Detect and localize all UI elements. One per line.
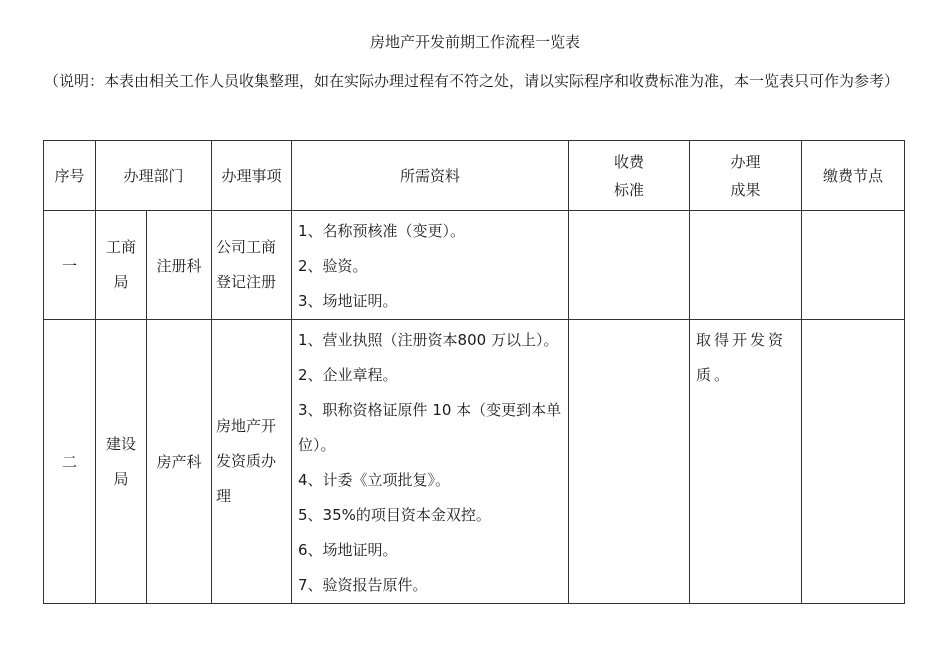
table-row (44, 320, 905, 604)
row-dept-line2: 局 (113, 469, 129, 488)
row-result: 取得开发资质。 (690, 320, 802, 604)
row-matter (212, 211, 292, 320)
table-header-row (44, 141, 905, 211)
document-note: （说明：本表由相关工作人员收集整理，如在实际办理过程有不符之处，请以实际程序和收费标准为准，本一览表只可作为参考） (44, 72, 900, 90)
header-fee-line1: 收费 (614, 152, 645, 171)
material-item: 1、名称预核准（变更）。 (298, 222, 466, 240)
row-dept (96, 211, 147, 320)
row-matter-line1: 房地产开 (216, 417, 277, 435)
row-matter-line3: 理 (216, 487, 232, 505)
material-item: 1、营业执照（注册资本800 万以上）。 (298, 331, 559, 349)
material-item: 3、职称资格证原件 10 本（变更到本单位）。 (298, 401, 562, 454)
row-dept-line1: 建设 (105, 434, 136, 453)
header-fee-line2: 标准 (614, 180, 645, 199)
material-item: 2、验资。 (298, 257, 368, 275)
header-matter: 办理事项 (212, 141, 292, 211)
header-dept: 办理部门 (96, 141, 212, 211)
row-materials (292, 320, 569, 604)
row-fee (569, 211, 690, 320)
header-result-line2: 成果 (730, 180, 761, 199)
row-dept-line2: 局 (113, 273, 129, 291)
header-fee (569, 141, 690, 211)
row-section: 房产科 (147, 320, 212, 604)
material-item: 4、计委《立项批复》。 (298, 471, 451, 489)
row-seq: 二 (44, 320, 96, 604)
row-materials (292, 211, 569, 320)
document-title: 房地产开发前期工作流程一览表 (369, 33, 580, 51)
row-matter-line2: 登记注册 (216, 273, 277, 291)
header-seq: 序号 (44, 141, 96, 211)
material-item: 7、验资报告原件。 (298, 576, 428, 594)
material-item: 3、场地证明。 (298, 292, 398, 310)
header-payment: 缴费节点 (802, 141, 905, 211)
table-row (44, 211, 905, 320)
row-section: 注册科 (147, 211, 212, 320)
row-dept (96, 320, 147, 604)
material-item: 5、35%的项目资本金双控。 (298, 506, 491, 524)
row-seq: 一 (44, 211, 96, 320)
material-item: 6、场地证明。 (298, 541, 398, 559)
workflow-table (43, 140, 905, 604)
row-fee (569, 320, 690, 604)
header-result (690, 141, 802, 211)
row-matter (212, 320, 292, 604)
header-materials: 所需资料 (292, 141, 569, 211)
header-result-line1: 办理 (730, 152, 761, 171)
material-item: 2、企业章程。 (298, 366, 398, 384)
row-matter-line1: 公司工商 (216, 238, 277, 256)
row-payment (802, 211, 905, 320)
row-matter-line2: 发资质办 (216, 452, 277, 470)
row-dept-line1: 工商 (105, 238, 136, 256)
row-result (690, 211, 802, 320)
row-payment (802, 320, 905, 604)
